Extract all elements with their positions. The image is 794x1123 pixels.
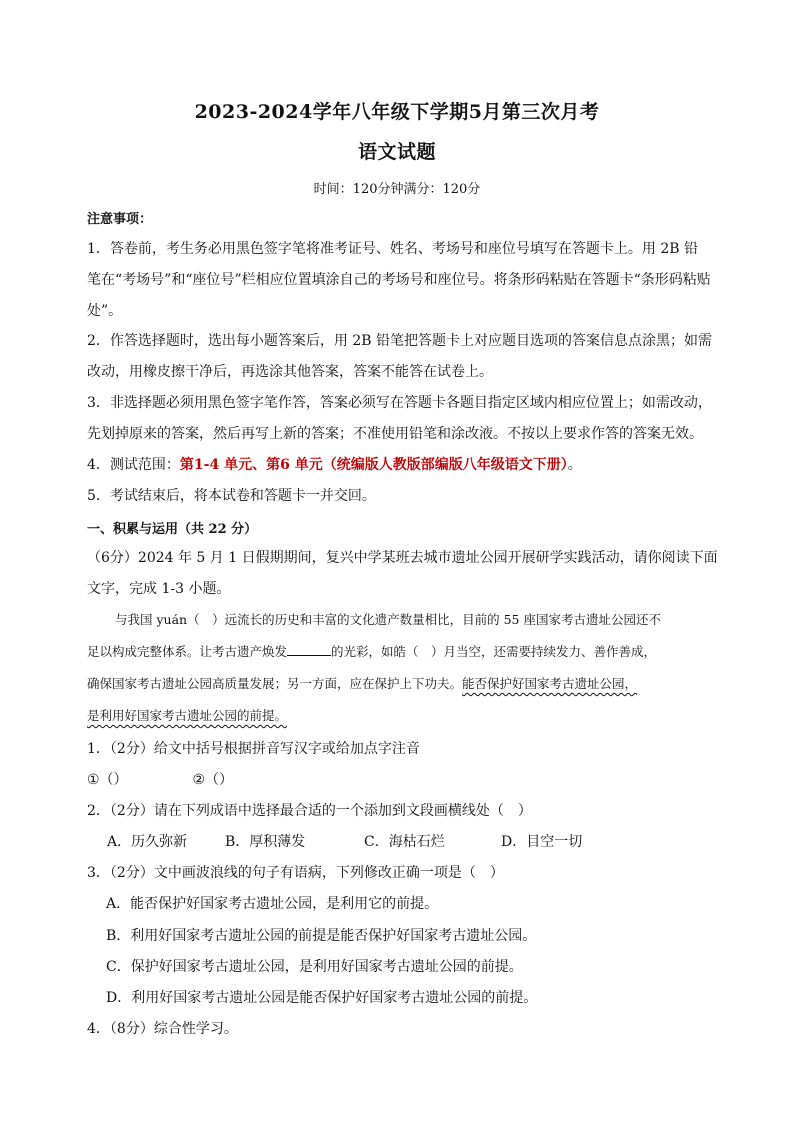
answer-blank-1: ①（） bbox=[87, 772, 128, 788]
notes-item-3 bbox=[87, 388, 711, 450]
notes-item-1-line: 处”。 bbox=[87, 303, 123, 319]
option-d[interactable]: D．目空一切 bbox=[501, 834, 583, 850]
question-1-blanks bbox=[87, 769, 233, 789]
wavy-underlined-sentence: 是利用好国家考古遗址公园的前提。 bbox=[87, 708, 288, 723]
question-3-stem: 3．（2分）文中画波浪线的句子有语病，下列修改正确一项是（ ） bbox=[87, 865, 504, 881]
time-info: 时间：120分钟满分：120分 bbox=[313, 182, 481, 197]
notes-item-1 bbox=[87, 234, 711, 327]
option-c[interactable]: C．海枯石烂 bbox=[364, 834, 445, 850]
exam-title: 2023-2024学年八年级下学期5月第三次月考 bbox=[194, 101, 600, 123]
section-1-intro-line: （6分）2024 年 5 月 1 日假期期间，复兴中学某班去城市遗址公园开展研学实践活动，请你阅读下面 bbox=[87, 550, 718, 566]
notes-item-2-line: 改动，用橡皮擦干净后，再选涂其他答案，答案不能答在试卷上。 bbox=[87, 364, 493, 380]
notes-item-5-text: 5．考试结束后，将本试卷和答题卡一并交回。 bbox=[87, 488, 376, 504]
notes-item-1-line: 笔在“考场号”和“座位号”栏相应位置填涂自己的考场号和座位号。将条形码粘贴在答题卡“条形码粘贴 bbox=[87, 272, 711, 288]
option-b[interactable]: B．厚积薄发 bbox=[225, 834, 306, 850]
question-2-stem: 2．（2分）请在下列成语中选择最合适的一个添加到文段画横线处（ ） bbox=[87, 803, 532, 819]
test-scope: 第1-4 单元、第6 单元（统编版人教版部编版八年级语文下册） bbox=[179, 457, 568, 473]
passage-line: 确保国家考古遗址公园高质量发展；另一方面，应在保护上下功夫。 bbox=[87, 676, 463, 691]
option-a[interactable]: A．历久弥新 bbox=[107, 834, 188, 850]
wavy-underlined-sentence: 能否保护好国家考古遗址公园， bbox=[462, 676, 638, 691]
section-1-intro bbox=[87, 543, 718, 605]
notes-heading: 注意事项： bbox=[87, 212, 153, 227]
question-2-options bbox=[107, 831, 607, 851]
notes-item-5 bbox=[87, 481, 711, 512]
passage-line: 与我国 yuán（ ）远流长的历史和丰富的文化遗产数量相比，目前的 55 座国家考古遗址公园还不 bbox=[115, 612, 661, 627]
answer-blank-2: ②（） bbox=[192, 772, 234, 788]
option-b[interactable]: B．利用好国家考古遗址公园的前提是能否保护好国家考古遗址公园。 bbox=[106, 928, 537, 944]
notes-item-3-line: 先划掉原来的答案，然后再写上新的答案；不准使用铅笔和涂改液。不按以上要求作答的答案无效。 bbox=[87, 426, 703, 442]
question-4-stem: 4．（8分）综合性学习。 bbox=[87, 1021, 238, 1037]
notes-item-4-prefix: 4．测试范围： bbox=[87, 457, 180, 473]
section-1-heading: 一、积累与运用（共 22 分） bbox=[87, 522, 258, 537]
section-1-intro-line: 文字，完成 1-3 小题。 bbox=[87, 581, 231, 597]
reading-passage bbox=[87, 604, 711, 732]
passage-line: 的光彩，如皓（ ）月当空，还需要持续发力、善作善成， bbox=[331, 644, 657, 659]
option-d[interactable]: D．利用好国家考古遗址公园是能否保护好国家考古遗址公园的前提。 bbox=[106, 990, 538, 1006]
fill-blank bbox=[287, 643, 331, 656]
notes-item-3-line: 3．非选择题必须用黑色签字笔作答，答案必须写在答题卡各题目指定区域内相应位置上；如需改动， bbox=[87, 395, 712, 411]
exam-subject-title: 语文试题 bbox=[357, 141, 436, 163]
notes-item-1-line: 1．答卷前，考生务必用黑色签字笔将准考证号、姓名、考场号和座位号填写在答题卡上。用 2B 铅 bbox=[87, 241, 699, 257]
passage-line: 足以构成完整体系。让考古遗产焕发 bbox=[87, 644, 288, 659]
notes-item-4 bbox=[87, 450, 711, 481]
notes-item-2-line: 2．作答选择题时，选出每小题答案后，用 2B 铅笔把答题卡上对应题目选项的答案信息点涂黑；如需 bbox=[87, 333, 713, 349]
option-a[interactable]: A．能否保护好国家考古遗址公园，是利用它的前提。 bbox=[106, 896, 439, 912]
notes-item-4-suffix: 。 bbox=[567, 457, 582, 473]
option-c[interactable]: C．保护好国家考古遗址公园，是利用好国家考古遗址公园的前提。 bbox=[106, 959, 523, 975]
notes-item-2 bbox=[87, 326, 711, 388]
question-1-stem: 1．（2分）给文中括号根据拼音写汉字或给加点字注音 bbox=[87, 741, 420, 757]
